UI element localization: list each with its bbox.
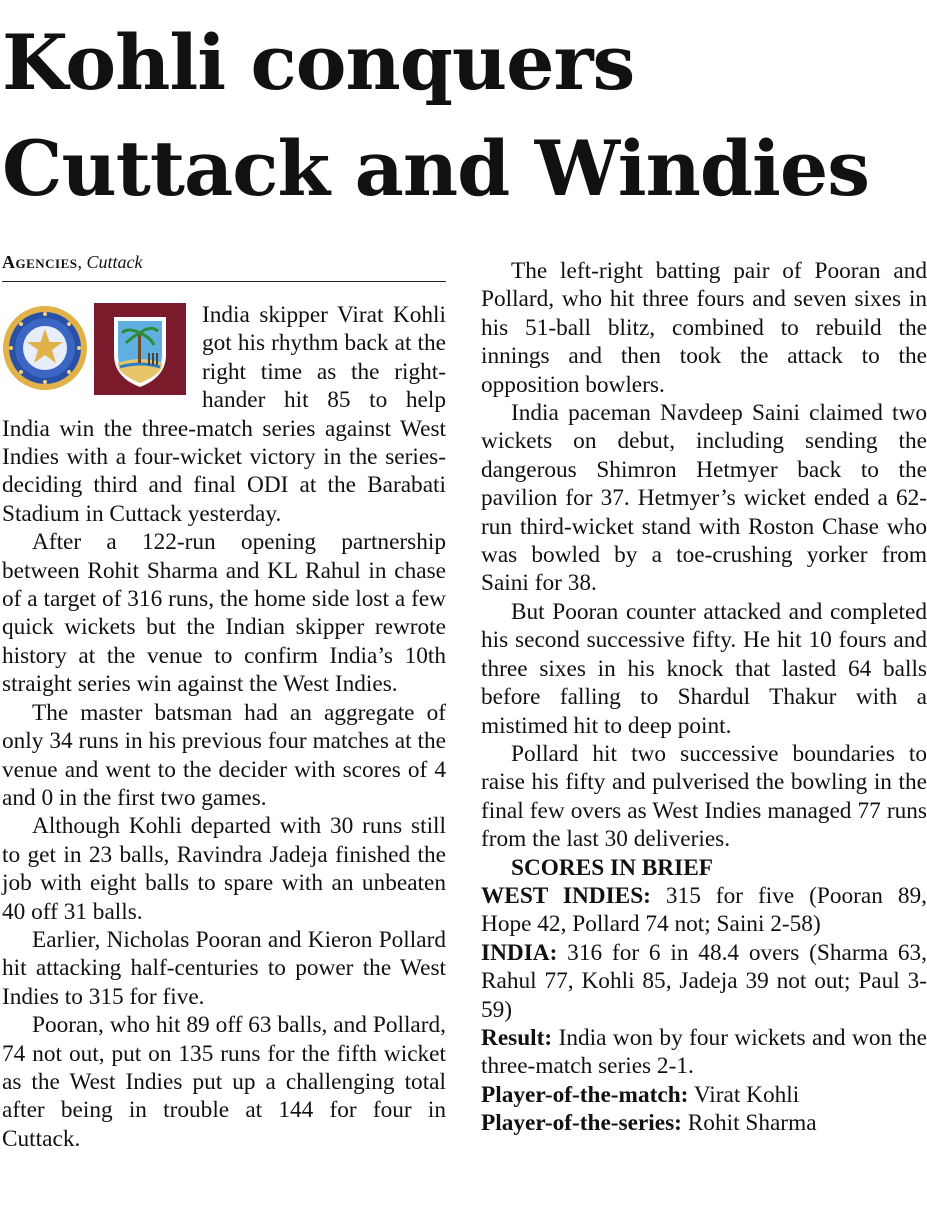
- scores-player-of-match: [481, 1081, 927, 1109]
- byline: Agencies, Cuttack: [2, 252, 446, 282]
- article-paragraph: After a 122-run opening partnership between Rohit Sharma and KL Rahul in chase of a target of 316 runs, the home side lost a few quick wickets but the Indian skipper rewrote history at the venue to confirm India’s 10th straight series win against the West Indies.: [2, 529, 446, 698]
- article-paragraph: Earlier, Nicholas Pooran and Kieron Pollard hit attacking half-centuries to power the West Indies to 315 for five.: [2, 926, 446, 1010]
- byline-agency: Agencies: [2, 252, 78, 272]
- headline-line-1: Kohli conquers: [2, 18, 635, 107]
- scores-ind-label: INDIA:: [481, 939, 558, 966]
- article-paragraph: The left-right batting pair of Pooran and Pollard, who hit three fours and seven sixes in his 51-ball blitz, combined to rebuild the innings and then took the attack to the opposition bowlers.: [481, 258, 927, 398]
- headline: [2, 10, 927, 222]
- scores-wi-text: 315 for five (Pooran 89, Hope 42, Pollard 74 not; Saini 2-58): [481, 882, 927, 938]
- article-column-right: [481, 257, 927, 1138]
- scores-potm-text: Virat Kohli: [688, 1081, 800, 1108]
- article-paragraph: Although Kohli departed with 30 runs still to get in 23 balls, Ravindra Jadeja finished the job with eight balls to spare with an unbeaten 40 off 31 balls.: [2, 813, 446, 925]
- article-column-left: [2, 301, 446, 1153]
- article-paragraph: India paceman Navdeep Saini claimed two wickets on debut, including sending the dangerous Shimron Hetmyer back to the pavilion for 37. Hetmyer’s wicket ended a 62-run third-wicket stand with Roston Chase who was bowled by a toe-crushing yorker from Saini for 38.: [481, 400, 927, 597]
- article-paragraph: Pollard hit two successive boundaries to raise his fifty and pulverised the bowling in the final few overs as West Indies managed 77 runs from the last 30 deliveries.: [481, 740, 927, 853]
- article-paragraph: The master batsman had an aggregate of only 34 runs in his previous four matches at the venue and went to the decider with scores of 4 and 0 in the first two games.: [2, 699, 446, 811]
- scores-wi-label: WEST INDIES:: [481, 882, 651, 909]
- scores-pots-text: Rohit Sharma: [681, 1110, 817, 1137]
- scores-result-text: India won by four wickets and won the three-match series 2-1.: [481, 1024, 927, 1080]
- scores-india: [481, 939, 927, 1024]
- scores-heading: SCORES IN BRIEF: [511, 854, 713, 881]
- byline-place: Cuttack: [86, 252, 143, 272]
- headline-line-2: Cuttack and Windies: [2, 124, 869, 213]
- scores-result: [481, 1024, 927, 1081]
- scores-player-of-series: [481, 1109, 927, 1137]
- bcci-logo-icon: [2, 305, 88, 391]
- team-logos: [2, 303, 194, 395]
- scores-ind-text: 316 for 6 in 48.4 overs (Sharma 63, Rahul 77, Kohli 85, Jadeja 39 not out; Paul 3-59): [481, 939, 927, 1023]
- article-paragraph: But Pooran counter attacked and completed his second successive fifty. He hit 10 fours and three sixes in his knock that lasted 64 balls before falling to Shardul Thakur with a mistimed hit to deep point.: [481, 598, 927, 739]
- article-paragraph: Pooran, who hit 89 off 63 balls, and Pollard, 74 not out, put on 135 runs for the fifth wicket as the West Indies put up a challenging total after being in trouble at 144 for four in Cuttack.: [2, 1012, 446, 1152]
- article-paragraph: India skipper Virat Kohli got his rhythm back at the right time as the right-hander hit 85 to help India win the three-match series against West Indies with a four-wicket victory in the series-deciding third and final ODI at the Barabati Stadium in Cuttack yesterday.: [2, 302, 446, 527]
- scores-result-label: Result:: [481, 1024, 553, 1051]
- scores-pots-label: Player-of-the-series:: [481, 1110, 682, 1137]
- scores-west-indies: [481, 882, 927, 939]
- west-indies-cricket-logo-icon: [94, 303, 186, 395]
- scores-potm-label: Player-of-the-match:: [481, 1081, 689, 1108]
